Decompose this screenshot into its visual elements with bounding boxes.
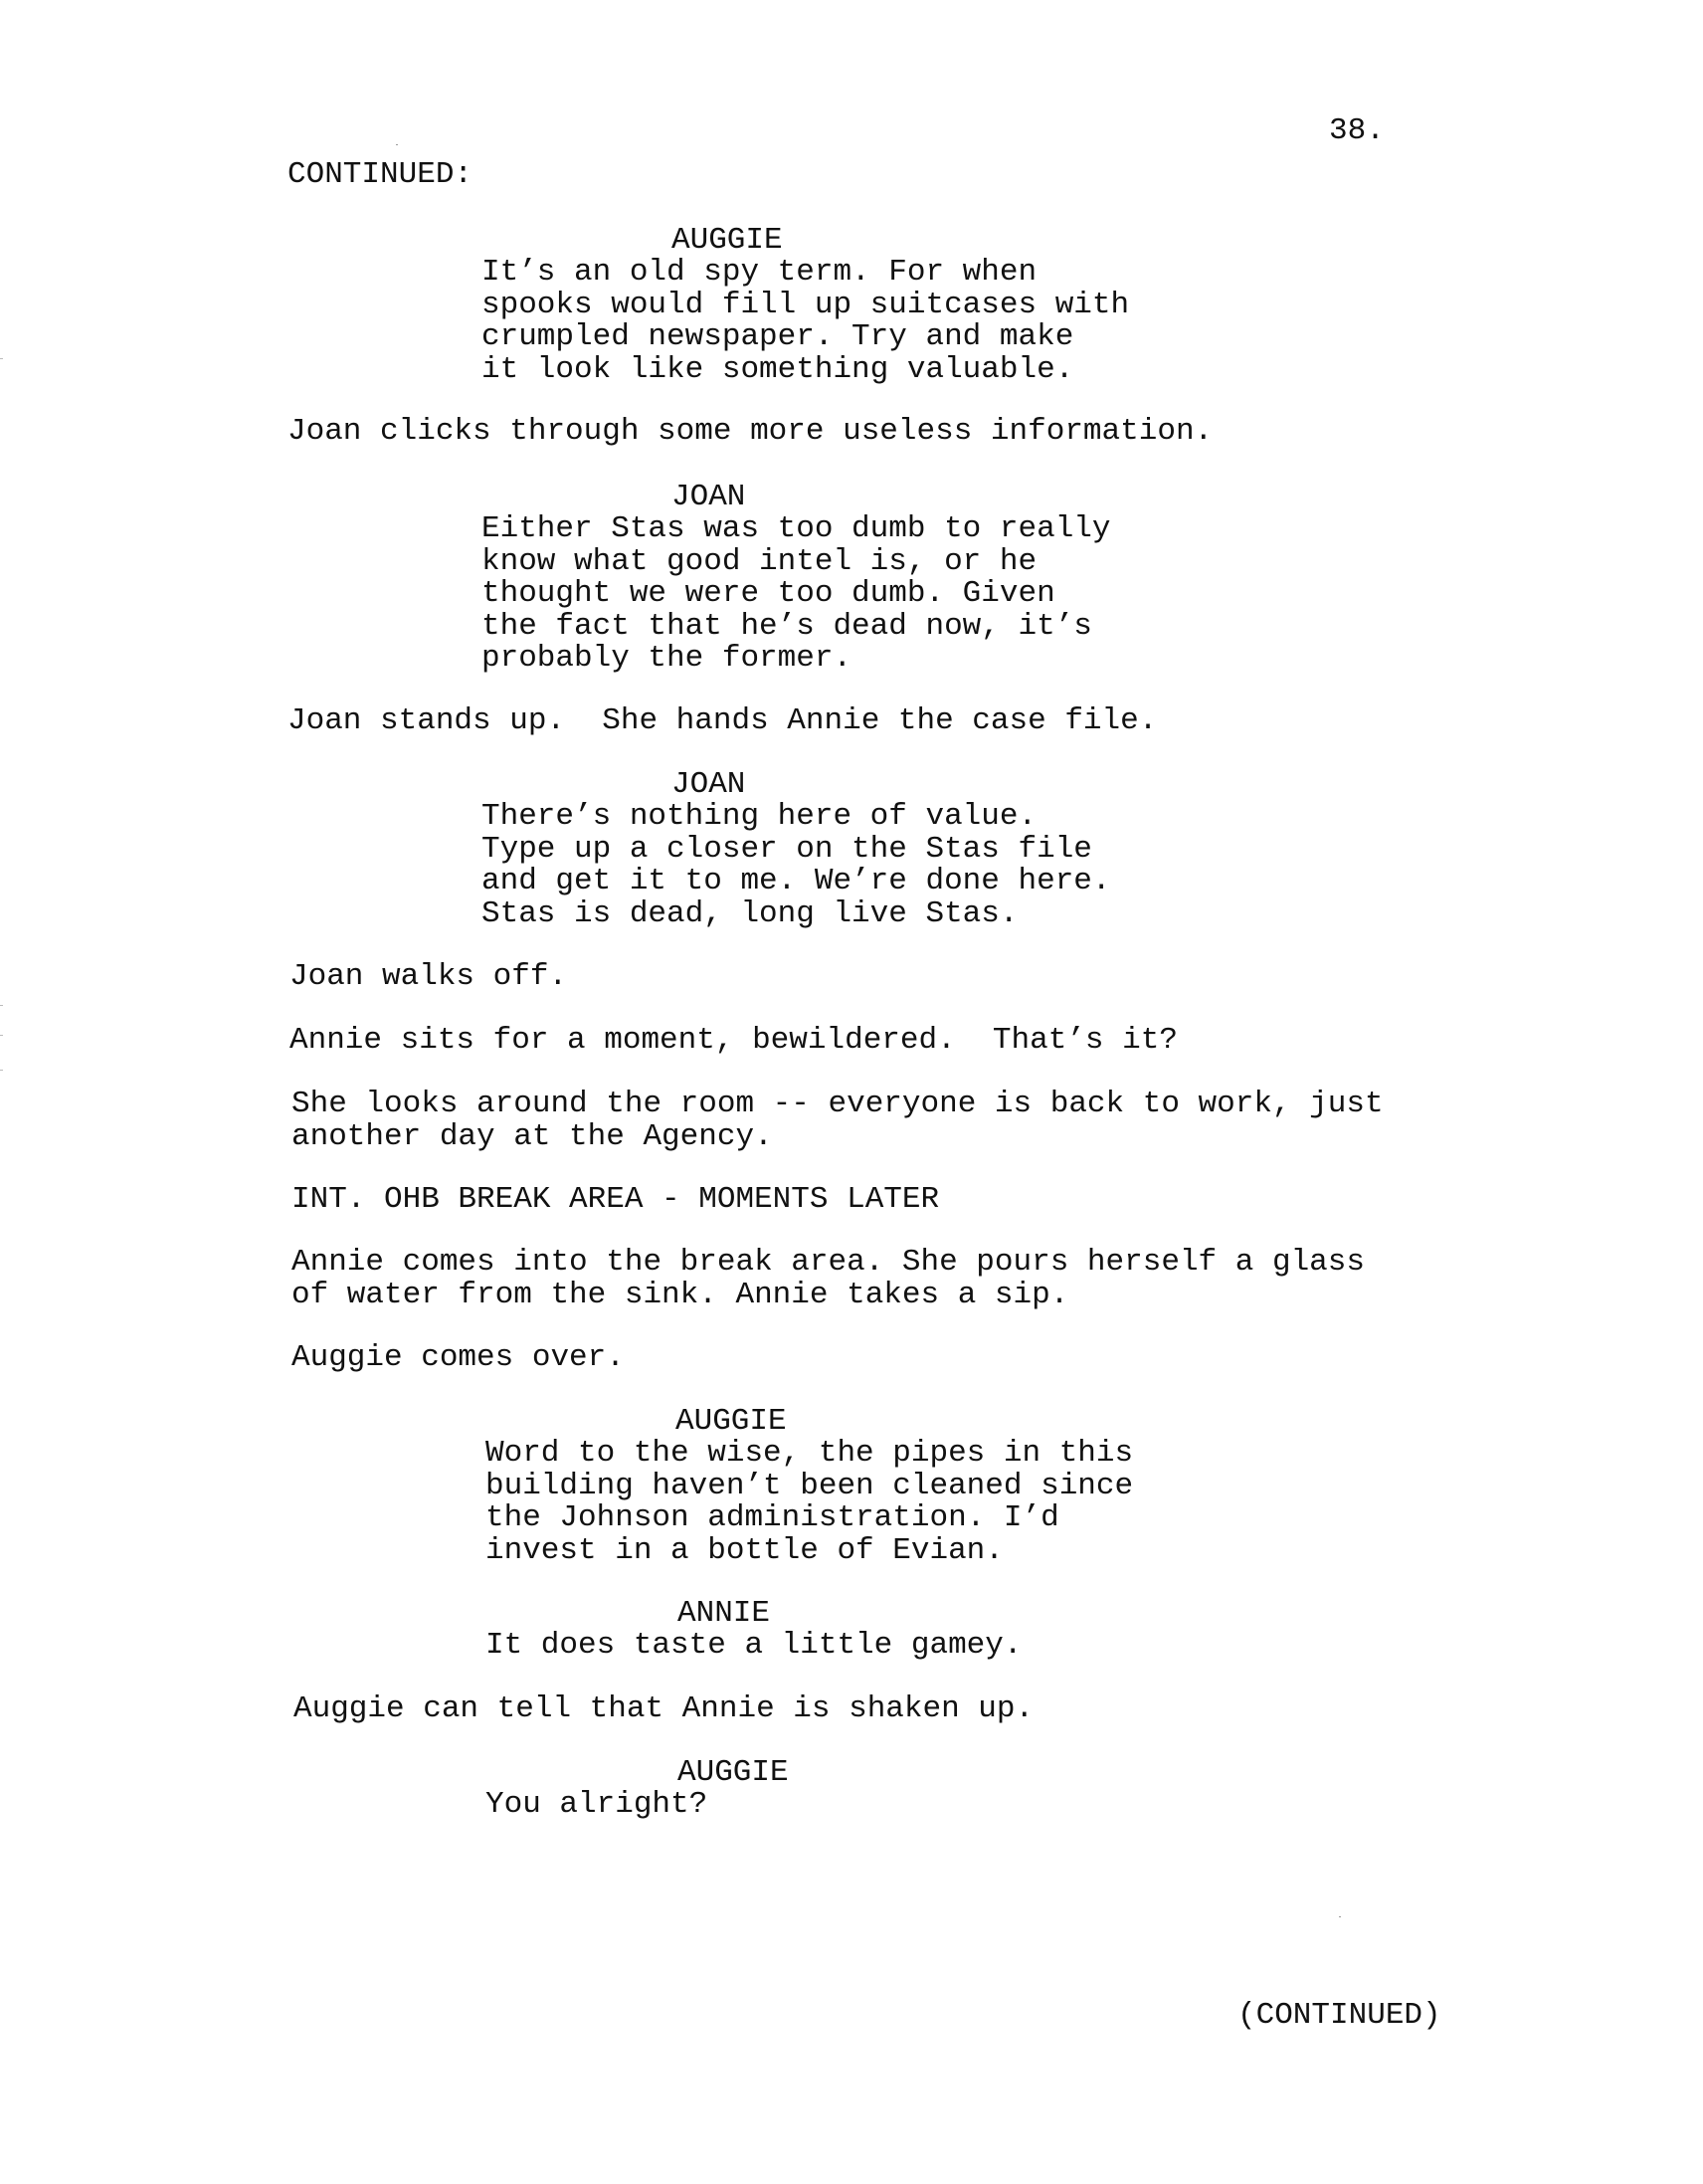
dialogue: It does taste a little gamey. [485, 1628, 1023, 1663]
dialogue: Word to the wise, the pipes in this building haven’t been cleaned since the Johnson administration. I’d invest in a bottle of Evian. [485, 1436, 1134, 1568]
character-cue: ANNIE [677, 1596, 771, 1631]
scan-speck [396, 144, 398, 145]
action-line: Auggie can tell that Annie is shaken up. [293, 1691, 1035, 1726]
page-number: 38. [1329, 113, 1385, 148]
dialogue: There’s nothing here of value. Type up a closer on the Stas file and get it to me. We’re done here. Stas is dead, long live Stas. [481, 799, 1111, 931]
action-line: Joan walks off. [289, 959, 568, 994]
scan-edge-mark [0, 358, 3, 359]
action-line: Joan stands up. She hands Annie the case file. [287, 703, 1158, 738]
action-line: Annie comes into the break area. She pours herself a glass of water from the sink. Annie takes a sip. [291, 1245, 1365, 1312]
dialogue: It’s an old spy term. For when spooks would fill up suitcases with crumpled newspaper. Try and make it look like something valuable. [481, 255, 1130, 387]
character-cue: AUGGIE [671, 223, 783, 258]
dialogue: You alright? [485, 1787, 708, 1822]
scan-speck [1339, 1916, 1341, 1917]
character-cue: AUGGIE [677, 1755, 789, 1790]
scan-edge-mark [0, 1035, 3, 1036]
character-cue: JOAN [671, 480, 746, 514]
dialogue: Either Stas was too dumb to really know what good intel is, or he thought we were too dumb. Given the fact that he’s dead now, it’s probably the former. [481, 511, 1111, 676]
action-line: Auggie comes over. [291, 1340, 625, 1375]
continued-header: CONTINUED: [287, 157, 473, 192]
action-line: She looks around the room -- everyone is back to work, just another day at the Agency. [291, 1087, 1384, 1154]
scan-edge-mark [0, 1070, 3, 1071]
scan-edge-mark [0, 1005, 3, 1006]
action-line: Joan clicks through some more useless information. [287, 414, 1214, 449]
character-cue: JOAN [671, 767, 746, 802]
scene-heading: INT. OHB BREAK AREA - MOMENTS LATER [291, 1182, 940, 1217]
continued-footer: (CONTINUED) [1237, 1998, 1441, 2033]
action-line: Annie sits for a moment, bewildered. That’s it? [289, 1023, 1178, 1058]
character-cue: AUGGIE [675, 1404, 787, 1439]
